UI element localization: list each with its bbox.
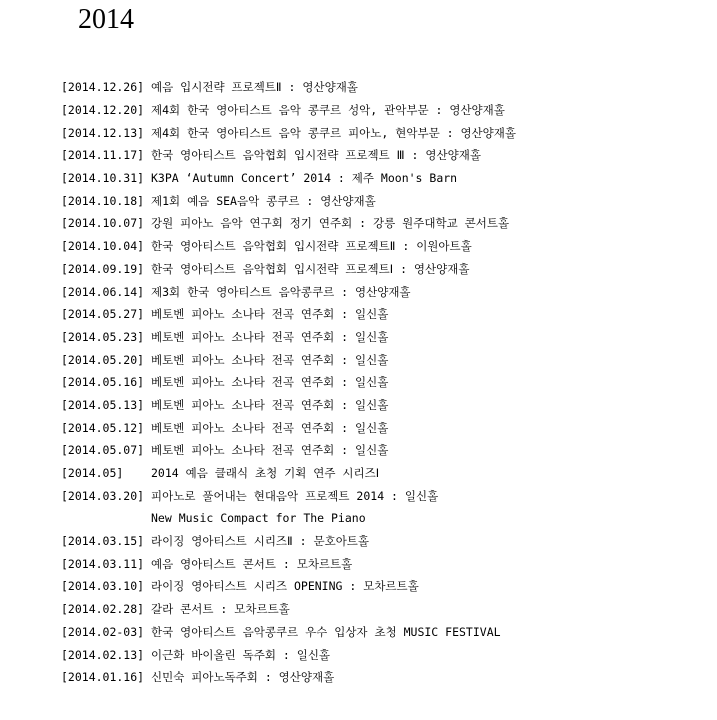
list-item (61, 76, 516, 99)
event-title: 제3회 한국 영아티스트 음악콩쿠르 : 영산양재홀 (151, 284, 411, 299)
event-title: K3PA ‘Autumn Concert’ 2014 : 제주 Moon's Barn (151, 171, 458, 186)
list-item (61, 348, 516, 371)
event-date: [2014.05.12] (61, 420, 145, 435)
event-title: 예음 영아티스트 콘서트 : 모차르트홀 (151, 556, 353, 571)
event-title: 라이징 영아티스트 시리즈Ⅱ : 문호아트홀 (151, 534, 370, 549)
event-date: [2014.05] (61, 466, 124, 481)
event-date: [2014.06.14] (61, 284, 145, 299)
event-date: [2014.02.13] (61, 647, 145, 662)
event-date: [2014.12.26] (61, 80, 145, 95)
event-date: [2014.10.18] (61, 193, 145, 208)
event-title: 베토벤 피아노 소나타 전곡 연주회 : 일신홀 (151, 443, 389, 458)
event-date: [2014.02.28] (61, 602, 145, 617)
list-item (61, 666, 516, 689)
event-date: [2014.10.04] (61, 239, 145, 254)
event-date: [2014.12.20] (61, 103, 145, 118)
event-title: 라이징 영아티스트 시리즈 OPENING : 모차르트홀 (151, 579, 419, 594)
event-title: 제1회 예음 SEA음악 콩쿠르 : 영산양재홀 (151, 193, 376, 208)
list-item (61, 484, 516, 507)
list-item (61, 144, 516, 167)
list-item (61, 530, 516, 553)
event-list (61, 76, 516, 689)
event-date: [2014.05.20] (61, 352, 145, 367)
list-item (61, 439, 516, 462)
event-title: 제4회 한국 영아티스트 음악 콩쿠르 피아노, 현악부문 : 영산양재홀 (151, 125, 516, 140)
list-item (61, 189, 516, 212)
event-title: 이근화 바이올린 독주회 : 일신홀 (151, 647, 331, 662)
event-date: [2014.05.23] (61, 329, 145, 344)
event-date: [2014.10.07] (61, 216, 145, 231)
event-date: [2014.01.16] (61, 670, 145, 685)
event-date: [2014.03.15] (61, 534, 145, 549)
event-title: 신민숙 피아노독주회 : 영산양재홀 (151, 670, 335, 685)
event-title: New Music Compact for The Piano (151, 511, 366, 526)
list-item (61, 167, 516, 190)
event-date: [2014.09.19] (61, 261, 145, 276)
list-item (61, 99, 516, 122)
event-title: 제4회 한국 영아티스트 음악 콩쿠르 성악, 관악부문 : 영산양재홀 (151, 103, 505, 118)
list-item (61, 621, 516, 644)
list-item (61, 416, 516, 439)
list-item (61, 280, 516, 303)
event-date: [2014.05.07] (61, 443, 145, 458)
event-title: 베토벤 피아노 소나타 전곡 연주회 : 일신홀 (151, 329, 389, 344)
event-title: 베토벤 피아노 소나타 전곡 연주회 : 일신홀 (151, 352, 389, 367)
event-title: 베토벤 피아노 소나타 전곡 연주회 : 일신홀 (151, 397, 389, 412)
list-item (61, 462, 516, 485)
event-date: [2014.12.13] (61, 125, 145, 140)
event-date: [2014.05.27] (61, 307, 145, 322)
list-item (61, 643, 516, 666)
event-title: 베토벤 피아노 소나타 전곡 연주회 : 일신홀 (151, 375, 389, 390)
event-title: 한국 영아티스트 음악협회 입시전략 프로젝트Ⅱ : 이원아트홀 (151, 239, 472, 254)
list-item (61, 507, 516, 530)
list-item (61, 121, 516, 144)
list-item (61, 371, 516, 394)
event-date: [2014.05.16] (61, 375, 145, 390)
event-title: 베토벤 피아노 소나타 전곡 연주회 : 일신홀 (151, 307, 389, 322)
event-title: 갈라 콘서트 : 모차르트홀 (151, 602, 290, 617)
event-title: 피아노로 풀어내는 현대음악 프로젝트 2014 : 일신홀 (151, 488, 439, 503)
event-title: 강원 피아노 음악 연구회 정기 연주회 : 강릉 원주대학교 콘서트홀 (151, 216, 510, 231)
event-title: 한국 영아티스트 음악콩쿠르 우수 입상자 초청 MUSIC FESTIVAL (151, 624, 501, 639)
event-title: 예음 입시전략 프로젝트Ⅱ : 영산양재홀 (151, 80, 358, 95)
list-item (61, 552, 516, 575)
list-item (61, 212, 516, 235)
event-date: [2014.03.20] (61, 488, 145, 503)
event-date: [2014.03.10] (61, 579, 145, 594)
page-title: 2014 (78, 4, 134, 35)
event-date: [2014.03.11] (61, 556, 145, 571)
list-item (61, 394, 516, 417)
list-item (61, 326, 516, 349)
list-item (61, 258, 516, 281)
event-date: [2014.11.17] (61, 148, 145, 163)
event-date: [2014.02-03] (61, 624, 145, 639)
list-item (61, 598, 516, 621)
event-title: 한국 영아티스트 음악협회 입시전략 프로젝트Ⅰ : 영산양재홀 (151, 261, 470, 276)
event-title: 2014 예음 클래식 초청 기획 연주 시리즈Ⅰ (151, 466, 380, 481)
event-title: 베토벤 피아노 소나타 전곡 연주회 : 일신홀 (151, 420, 389, 435)
event-title: 한국 영아티스트 음악협회 입시전략 프로젝트 Ⅲ : 영산양재홀 (151, 148, 481, 163)
list-item (61, 575, 516, 598)
list-item (61, 303, 516, 326)
event-date: [2014.10.31] (61, 171, 145, 186)
list-item (61, 235, 516, 258)
event-date: [2014.05.13] (61, 397, 145, 412)
